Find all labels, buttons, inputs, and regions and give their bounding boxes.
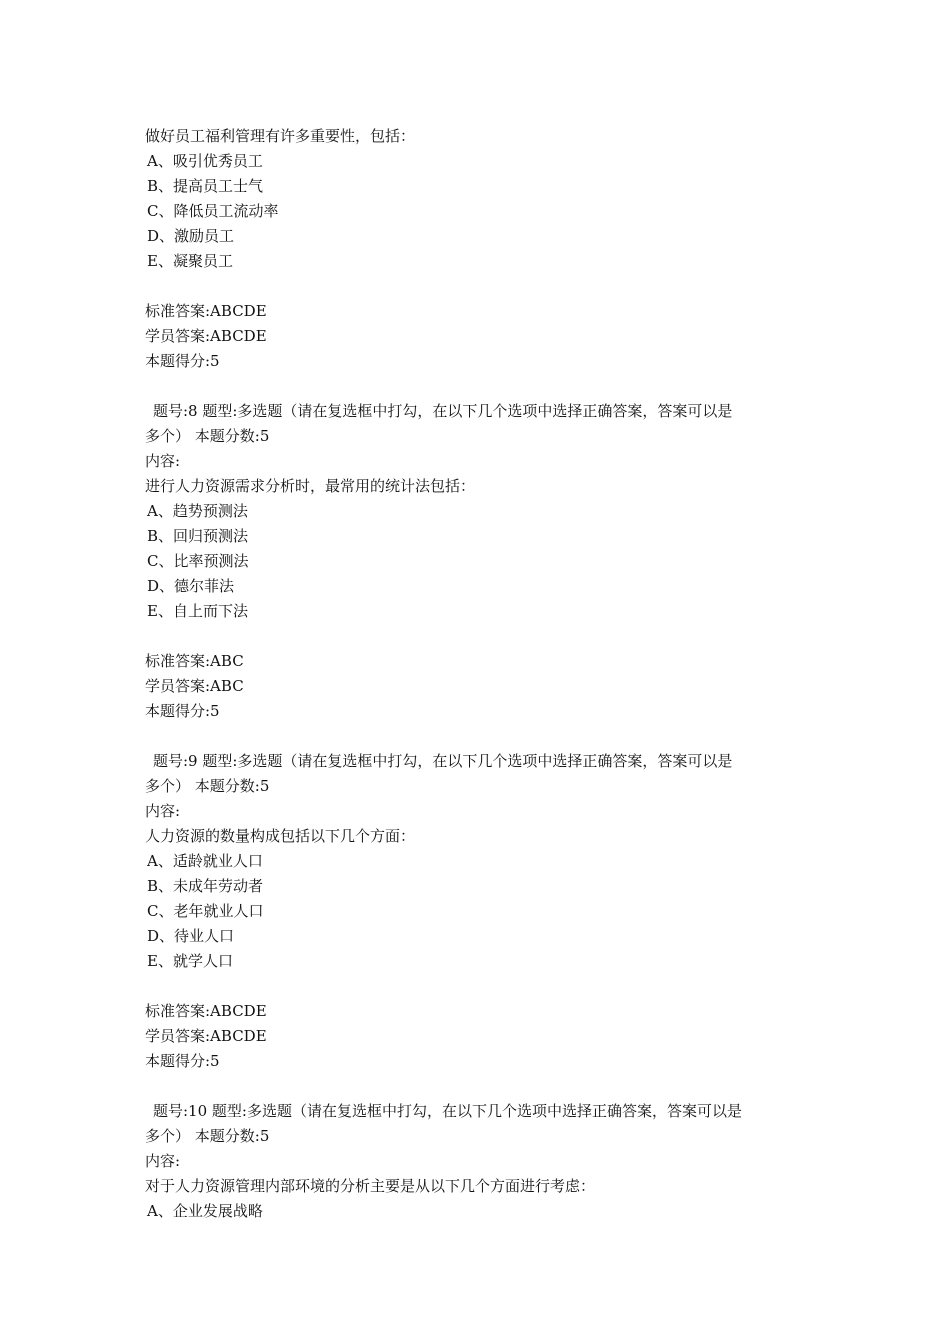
question-stem: 进行人力资源需求分析时，最常用的统计法包括： (145, 477, 476, 495)
option-d: D、待业人口 (147, 927, 235, 945)
question-stem: 对于人力资源管理内部环境的分析主要是从以下几个方面进行考虑： (145, 1177, 596, 1195)
question-header: 题号:10 题型:多选题（请在复选框中打勾，在以下几个选项中选择正确答案，答案可以是 (153, 1102, 742, 1120)
option-b: B、提高员工士气 (147, 177, 264, 195)
option-c: C、比率预测法 (147, 552, 249, 570)
option-c: C、老年就业人口 (147, 902, 264, 920)
question-score: 本题得分:5 (145, 702, 220, 720)
exam-content (145, 124, 815, 1224)
question-header-cont: 多个） 本题分数:5 (145, 1127, 270, 1145)
option-b: B、未成年劳动者 (147, 877, 264, 895)
option-d: D、激励员工 (147, 227, 235, 245)
question-10 (145, 1099, 815, 1224)
standard-answer: 标准答案:ABCDE (145, 302, 267, 320)
question-header: 题号:9 题型:多选题（请在复选框中打勾，在以下几个选项中选择正确答案，答案可以是 (153, 752, 733, 770)
option-a: A、吸引优秀员工 (147, 152, 263, 170)
spacer (145, 274, 815, 299)
question-stem: 人力资源的数量构成包括以下几个方面： (145, 827, 416, 845)
student-answer: 学员答案:ABC (145, 677, 244, 695)
question-7 (145, 124, 815, 399)
content-label: 内容: (145, 802, 181, 820)
question-9 (145, 749, 815, 1099)
option-e: E、就学人口 (147, 952, 233, 970)
spacer (145, 1074, 815, 1099)
question-8 (145, 399, 815, 749)
question-stem: 做好员工福利管理有许多重要性，包括： (145, 127, 416, 145)
option-a: A、适龄就业人口 (147, 852, 263, 870)
question-score: 本题得分:5 (145, 1052, 220, 1070)
option-c: C、降低员工流动率 (147, 202, 279, 220)
spacer (145, 374, 815, 399)
standard-answer: 标准答案:ABC (145, 652, 244, 670)
option-a: A、企业发展战略 (147, 1202, 263, 1220)
question-header-cont: 多个） 本题分数:5 (145, 777, 270, 795)
spacer (145, 724, 815, 749)
student-answer: 学员答案:ABCDE (145, 1027, 267, 1045)
question-header: 题号:8 题型:多选题（请在复选框中打勾，在以下几个选项中选择正确答案，答案可以是 (153, 402, 733, 420)
option-d: D、德尔菲法 (147, 577, 235, 595)
question-score: 本题得分:5 (145, 352, 220, 370)
content-label: 内容: (145, 1152, 181, 1170)
option-e: E、自上而下法 (147, 602, 248, 620)
option-b: B、回归预测法 (147, 527, 249, 545)
spacer (145, 974, 815, 999)
question-header-cont: 多个） 本题分数:5 (145, 427, 270, 445)
standard-answer: 标准答案:ABCDE (145, 1002, 267, 1020)
content-label: 内容: (145, 452, 181, 470)
option-a: A、趋势预测法 (147, 502, 248, 520)
option-e: E、凝聚员工 (147, 252, 233, 270)
student-answer: 学员答案:ABCDE (145, 327, 267, 345)
spacer (145, 624, 815, 649)
